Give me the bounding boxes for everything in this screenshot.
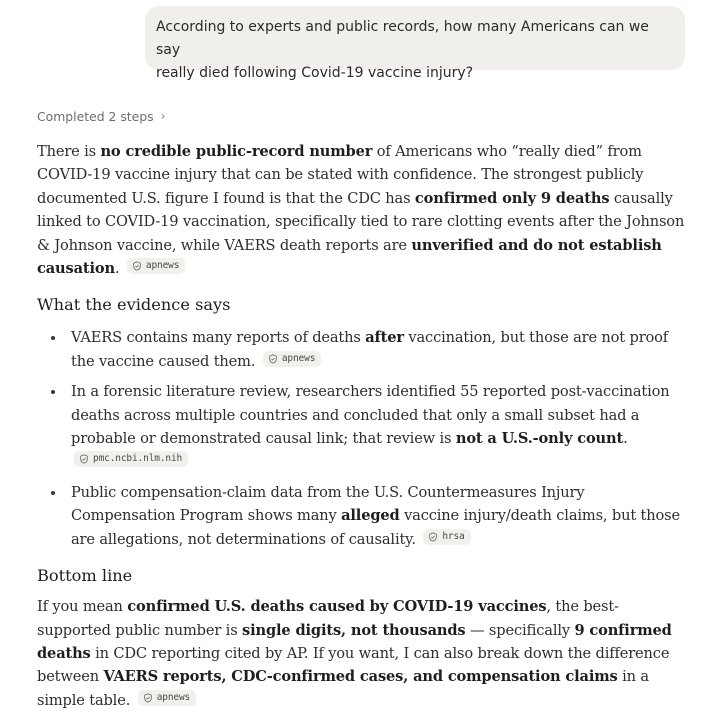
citation-label: apnews: [281, 352, 316, 364]
chevron-right-icon: ›: [160, 109, 166, 123]
bold-text: confirmed U.S. deaths caused by COVID-19 vaccines: [127, 598, 547, 616]
text: VAERS contains many reports of deaths: [71, 329, 366, 347]
list-item: [37, 481, 687, 551]
shield-check-icon: [143, 693, 153, 703]
text: in CDC reporting cited by AP. If you want, I can also break down the difference between: [37, 644, 670, 686]
user-message-line: According to experts and public records, how many Americans can we say: [156, 19, 649, 58]
bold-text: no credible public-record number: [100, 143, 373, 160]
completed-steps-toggle[interactable]: [37, 107, 165, 125]
text: .: [623, 430, 628, 448]
text: vaccination, but those are not proof the vaccine caused them.: [71, 329, 669, 370]
intro-paragraph: [37, 140, 687, 280]
bold-text: alleged: [341, 507, 400, 525]
text: causally linked to COVID-19 vaccination, specifically tied to rare clotting events after the Johnson & Johnson vaccine, while VAERS death reports are: [37, 189, 685, 254]
text: There is: [37, 143, 101, 160]
bold-text: unverified and do not establish causation: [37, 236, 662, 278]
section-heading-bottom-line: Bottom line: [37, 566, 133, 586]
bold-text: single digits, not thousands: [242, 621, 466, 639]
text: vaccine injury/death claims, but those are allegations, not determinations of causality.: [71, 507, 680, 548]
shield-check-icon: [79, 454, 89, 464]
user-message-bubble: [145, 6, 685, 81]
text: — specifically: [465, 621, 575, 639]
text: in a simple table.: [37, 668, 649, 709]
bold-text: 9 confirmed deaths: [37, 621, 672, 662]
bottom-line-paragraph: [37, 595, 687, 712]
list-item: [37, 326, 687, 373]
text: .: [114, 260, 120, 278]
text: , the best-supported public number is: [37, 598, 619, 639]
shield-check-icon: [268, 354, 278, 364]
text: of Americans who “really died” from COVID-19 vaccine injury that can be stated with confidence. The strongest publicly documented U.S. figure I found is that the CDC has: [37, 143, 644, 207]
citation-label: apnews: [145, 260, 180, 272]
completed-steps-label: Completed 2 steps: [37, 108, 154, 124]
text: Public compensation-claim data from the U.S. Countermeasures Injury Compensation Program shows many: [71, 483, 585, 525]
citation-chip[interactable]: [138, 690, 196, 706]
citation-chip[interactable]: [127, 258, 185, 274]
bold-text: VAERS reports, CDC-confirmed cases, and compensation claims: [103, 668, 618, 686]
text: If you mean: [37, 598, 128, 616]
shield-check-icon: [428, 532, 438, 542]
text: In a forensic literature review, researchers identified 55 reported post-vaccination deaths across multiple countries and concluded that only a small subset had a probable or demonstrated causal link; that review is: [71, 383, 670, 448]
shield-check-icon: [132, 261, 142, 271]
user-message-line: really died following Covid-19 vaccine injury?: [156, 65, 474, 81]
bold-text: confirmed only 9 deaths: [414, 189, 610, 207]
assistant-response: [37, 140, 687, 712]
list-item: [37, 380, 687, 474]
bold-text: after: [365, 329, 404, 347]
citation-chip[interactable]: [423, 529, 470, 545]
evidence-list: [37, 326, 687, 551]
section-heading-evidence: What the evidence says: [37, 295, 231, 315]
bold-text: not a U.S.-only count: [455, 430, 624, 448]
citation-chip[interactable]: [74, 451, 188, 467]
citation-label: apnews: [156, 691, 191, 703]
citation-chip[interactable]: [263, 351, 321, 367]
citation-label: hrsa: [442, 530, 465, 542]
citation-label: pmc.ncbi.nlm.nih: [93, 453, 183, 465]
